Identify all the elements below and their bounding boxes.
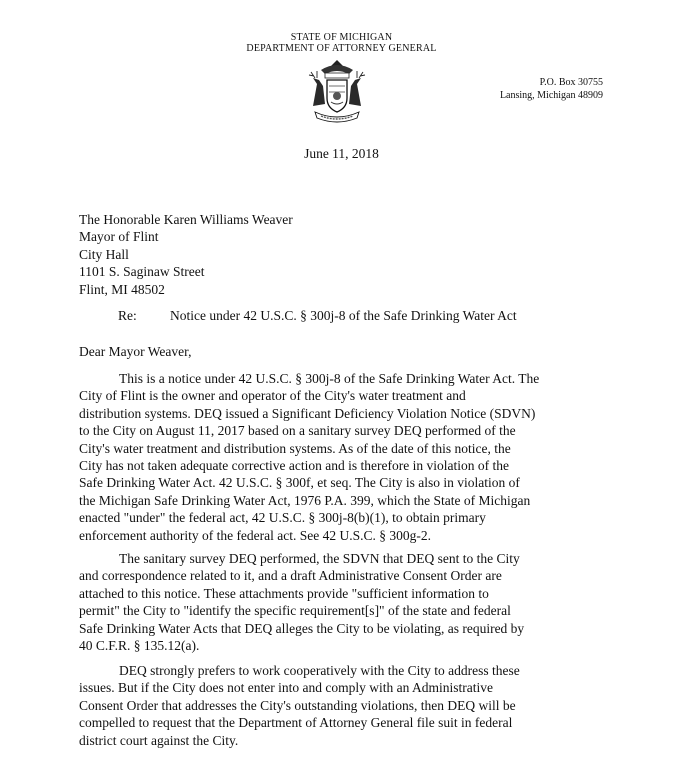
paragraph-line: enforcement authority of the federal act. See 42 U.S.C. § 300g-2.	[79, 527, 432, 543]
paragraph-cooperation	[79, 662, 609, 749]
paragraph-line: district court against the City.	[79, 732, 239, 748]
paragraph-line: enacted "under" the federal act, 42 U.S.C. § 300j-8(b)(1), to obtain primary	[79, 510, 486, 526]
paragraph-line: The sanitary survey DEQ performed, the SDVN that DEQ sent to the City	[119, 551, 520, 566]
paragraph-line: distribution systems. DEQ issued a Significant Deficiency Violation Notice (SDVN)	[79, 405, 536, 421]
paragraph-attachments	[79, 550, 609, 654]
paragraph-line: City of Flint is the owner and operator of the City's water treatment and	[79, 388, 466, 404]
paragraph-line: permit" the City to "identify the specific requirement[s]" of the state and federal	[79, 603, 511, 619]
recipient-city: Flint, MI 48502	[79, 281, 165, 297]
paragraph-line: Consent Order that addresses the City's outstanding violations, then DEQ will be	[79, 697, 516, 713]
return-address	[500, 76, 603, 102]
paragraph-line: Safe Drinking Water Acts that DEQ alleges the City to be violating, as required by	[79, 620, 525, 636]
paragraph-line: attached to this notice. These attachments provide "sufficient information to	[79, 585, 489, 601]
paragraph-line: City's water treatment and distribution systems. As of the date of this notice, the	[79, 440, 511, 456]
paragraph-line: and correspondence related to it, and a draft Administrative Consent Order are	[79, 568, 502, 584]
paragraph-line: City has not taken adequate corrective action and is therefore in violation of the	[79, 458, 509, 474]
recipient-name: The Honorable Karen Williams Weaver	[79, 212, 293, 227]
letterhead	[0, 32, 683, 54]
paragraph-line: Safe Drinking Water Act. 42 U.S.C. § 300f, et seq. The City is also in violation of	[79, 475, 520, 491]
paragraph-line: compelled to request that the Department of Attorney General file suit in federal	[79, 715, 513, 731]
paragraph-line: 40 C.F.R. § 135.12(a).	[79, 638, 200, 654]
city-state-zip: Lansing, Michigan 48909	[499, 90, 603, 101]
letterhead-department: DEPARTMENT OF ATTORNEY GENERAL	[246, 43, 437, 54]
letterhead-state: STATE OF MICHIGAN	[290, 32, 393, 43]
paragraph-line: the Michigan Safe Drinking Water Act, 1976 P.A. 399, which the State of Michigan	[79, 492, 531, 508]
po-box: P.O. Box 30755	[539, 77, 603, 88]
recipient-street: 1101 S. Saginaw Street	[79, 264, 205, 280]
paragraph-notice	[79, 370, 609, 544]
michigan-state-seal-icon	[303, 56, 371, 124]
re-subject: Notice under 42 U.S.C. § 300j-8 of the Safe Drinking Water Act	[170, 308, 517, 323]
re-line	[118, 308, 517, 324]
recipient-address	[79, 211, 293, 298]
recipient-title: Mayor of Flint	[79, 229, 159, 245]
paragraph-line: to the City on August 11, 2017 based on a sanitary survey DEQ performed of the	[79, 423, 516, 439]
letter-date: June 11, 2018	[304, 146, 379, 161]
paragraph-line: This is a notice under 42 U.S.C. § 300j-8 of the Safe Drinking Water Act. The	[119, 371, 540, 386]
salutation: Dear Mayor Weaver,	[79, 344, 192, 359]
paragraph-line: issues. But if the City does not enter into and comply with an Administrative	[79, 680, 493, 696]
re-label: Re:	[118, 308, 137, 323]
recipient-office: City Hall	[79, 246, 129, 262]
paragraph-line: DEQ strongly prefers to work cooperatively with the City to address these	[119, 663, 520, 678]
